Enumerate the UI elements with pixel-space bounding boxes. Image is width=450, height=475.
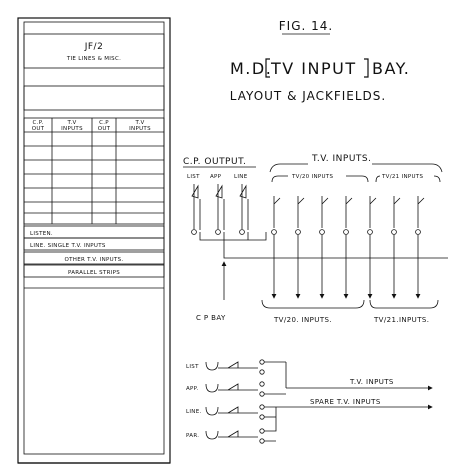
row-label-app: APP. [186,386,199,392]
title-suffix: BAY. [372,59,411,78]
col-head-tv-1a: T.V [67,120,77,126]
strip-other: OTHER T.V. INPUTS. [64,257,124,263]
title-boxed: TV INPUT [271,59,357,78]
panel-id: JF/2 [84,42,104,52]
jack-label-line: LINE [234,174,248,180]
col-head-cp-out-1b: OUT [31,126,45,132]
col-head-tv-2a: T.V [135,120,145,126]
fig-number: FIG. 14. [278,19,334,33]
cp-output-jacks [192,184,448,258]
title-prefix: M.D. [230,59,273,78]
figure-header [230,19,411,103]
row-label-par: PAR. [186,433,200,439]
parallel-schematic [186,360,432,443]
panel-desc: TIE LINES & MISC. [66,56,122,62]
jack-grid [24,118,164,224]
tv-inputs-label: T.V. INPUTS. [312,154,372,164]
spare-inputs-output-label: SPARE T.V. INPUTS [310,398,381,406]
cp-bay-label: C P BAY [196,314,226,322]
strip-parallel: PARALLEL STRIPS [67,270,121,276]
tv20-bottom-label: TV/20. INPUTS. [274,316,332,324]
col-head-cp-out-2b: OUT [97,126,111,132]
jack-label-list: LIST [187,174,200,180]
tv20-label: TV/20 INPUTS [292,174,334,180]
col-head-tv-1b: INPUTS [61,126,83,132]
col-head-cp-out-1a: C.P. [32,120,44,126]
tv-inputs-output-label: T.V. INPUTS [350,378,394,386]
col-head-cp-out-2a: C.P [99,120,109,126]
tv21-label: TV/21 INPUTS [382,174,424,180]
strip-listen: LISTEN. [30,231,53,237]
row-label-line: LINE. [186,409,202,415]
jackfield-schematic [183,154,448,324]
tv21-bottom-label: TV/21.INPUTS. [374,316,430,324]
cp-output-label: C.P. OUTPUT. [183,157,247,167]
bay-rack [18,18,170,463]
tv-input-jacks [272,196,424,298]
bay-strips [24,226,164,288]
strip-line: LINE. SINGLE T.V. INPUTS [30,243,106,249]
col-head-tv-2b: INPUTS [129,126,151,132]
jack-label-app: APP [210,174,222,180]
row-label-list: LIST [186,364,199,370]
subtitle: LAYOUT & JACKFIELDS. [229,89,387,103]
